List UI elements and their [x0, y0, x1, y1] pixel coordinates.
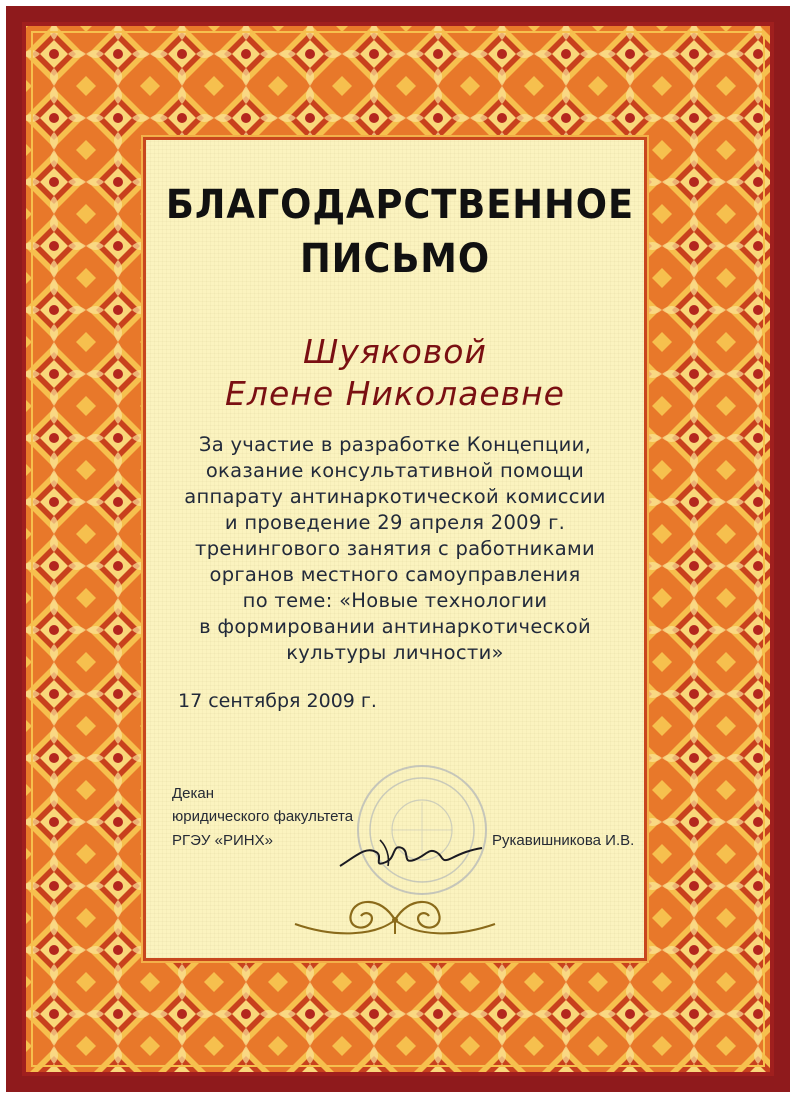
document-title-line-1: БЛАГОДАРСТВЕННОЕ [165, 182, 635, 228]
handwritten-signature-icon [336, 826, 486, 876]
citation-line: в формировании антинаркотической [199, 615, 591, 638]
citation-line: аппарату антинаркотической комиссии [184, 485, 606, 508]
signatory-title: Декан [172, 785, 215, 802]
citation-line: и проведение 29 апреля 2009 г. [224, 511, 566, 534]
signer-name: Рукавишникова И.В. [492, 832, 635, 849]
signatory-organization: РГЭУ «РИНХ» [172, 832, 273, 849]
citation-line: тренингового занятия с работниками [195, 537, 595, 560]
recipient-surname: Шуяковой [303, 332, 487, 371]
issue-date: 17 сентября 2009 г. [178, 690, 377, 712]
recipient-given-names: Елене Николаевне [225, 374, 565, 413]
citation-line: культуры личности» [286, 641, 504, 664]
citation-line: За участие в разработке Концепции, [198, 433, 592, 456]
content-panel [146, 140, 644, 958]
citation-line: оказание консультативной помощи [205, 459, 585, 482]
citation-text [146, 432, 644, 666]
citation-line: органов местного самоуправления [209, 563, 581, 586]
signatory-faculty: юридического факультета [172, 808, 354, 825]
decorative-flourish-icon [285, 890, 505, 950]
document-title-line-2: ПИСЬМО [299, 236, 491, 282]
citation-line: по теме: «Новые технологии [242, 589, 548, 612]
